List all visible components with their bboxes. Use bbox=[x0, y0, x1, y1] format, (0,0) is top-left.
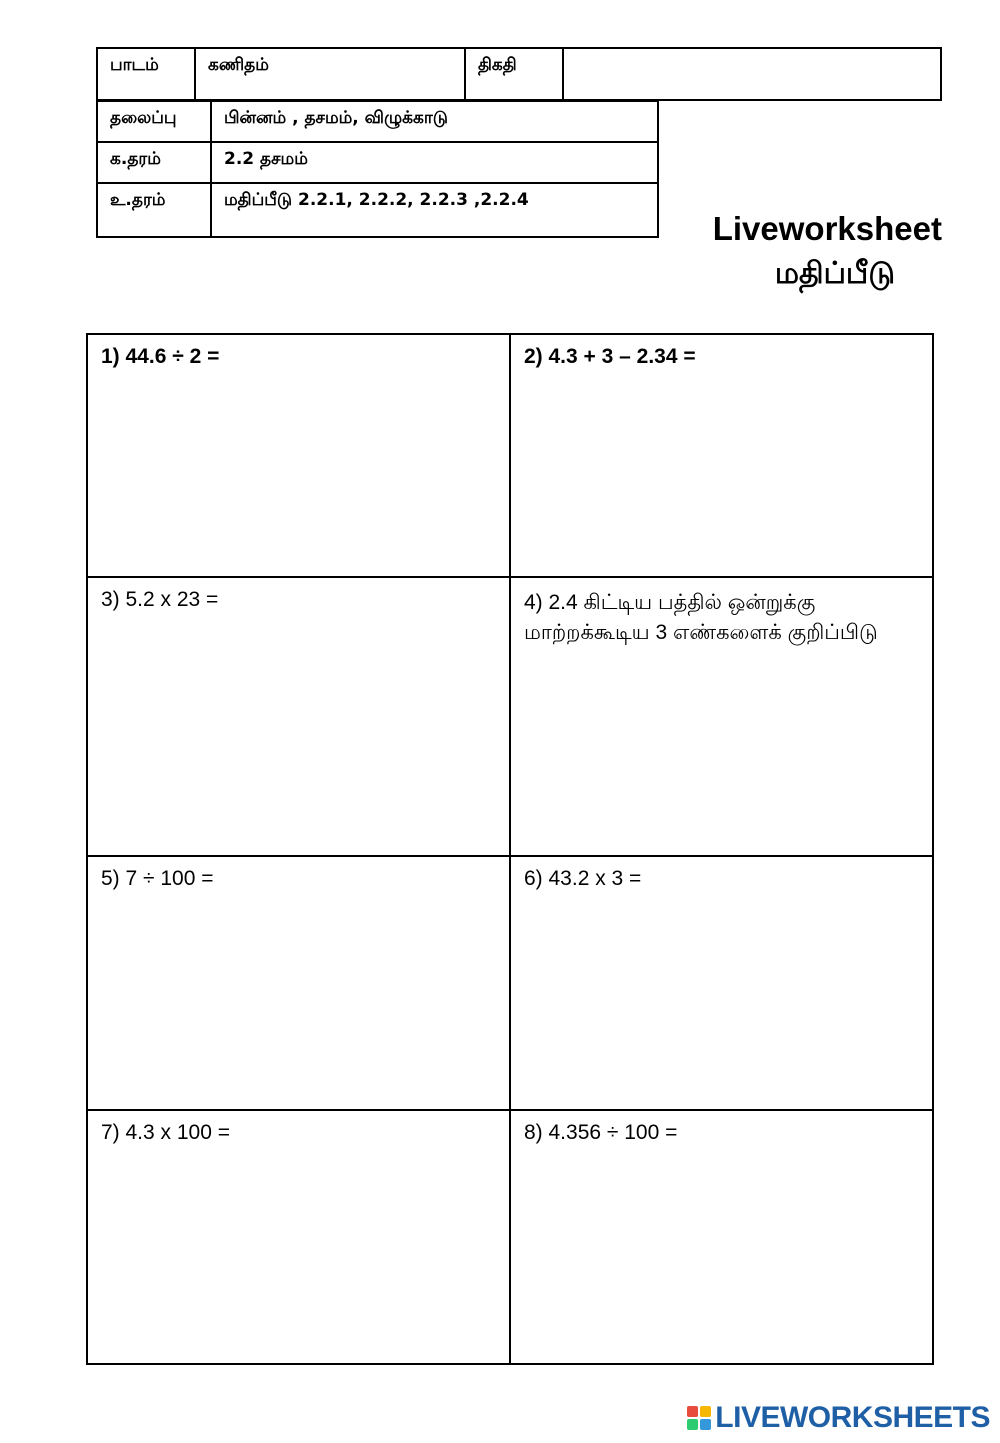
worksheet-title: Liveworksheet bbox=[712, 210, 942, 247]
content-standard-value: 2.2 தசமம் bbox=[211, 142, 658, 183]
date-value[interactable] bbox=[563, 48, 941, 100]
brand-name: LIVEWORKSHEETS bbox=[715, 1401, 990, 1434]
date-label: திகதி bbox=[465, 48, 563, 100]
learning-standard-label: உ.தரம் bbox=[97, 183, 211, 237]
question-5[interactable]: 5) 7 ÷ 100 = bbox=[87, 856, 510, 1110]
subject-value: கணிதம் bbox=[195, 48, 465, 100]
subject-label: பாடம் bbox=[97, 48, 195, 100]
subject-date-table bbox=[96, 47, 942, 101]
question-8[interactable]: 8) 4.356 ÷ 100 = bbox=[510, 1110, 933, 1364]
question-1[interactable]: 1) 44.6 ÷ 2 = bbox=[87, 334, 510, 577]
topic-value: பின்னம் , தசமம், விழுக்காடு bbox=[211, 101, 658, 142]
topic-info-table bbox=[96, 100, 659, 238]
question-6[interactable]: 6) 43.2 x 3 = bbox=[510, 856, 933, 1110]
footer-branding bbox=[687, 1401, 990, 1435]
question-2[interactable]: 2) 4.3 + 3 – 2.34 = bbox=[510, 334, 933, 577]
content-standard-label: க.தரம் bbox=[97, 142, 211, 183]
question-4[interactable]: 4) 2.4 கிட்டிய பத்தில் ஒன்றுக்கு மாற்றக்கூடிய 3 எண்களைக் குறிப்பிடு bbox=[510, 577, 933, 856]
worksheet-subtitle: மதிப்பீடு bbox=[774, 256, 895, 291]
question-3[interactable]: 3) 5.2 x 23 = bbox=[87, 577, 510, 856]
liveworksheets-logo-icon bbox=[687, 1406, 711, 1430]
topic-label: தலைப்பு bbox=[97, 101, 211, 142]
question-grid bbox=[86, 333, 934, 1365]
learning-standard-value: மதிப்பீடு 2.2.1, 2.2.2, 2.2.3 ,2.2.4 bbox=[211, 183, 658, 237]
question-7[interactable]: 7) 4.3 x 100 = bbox=[87, 1110, 510, 1364]
